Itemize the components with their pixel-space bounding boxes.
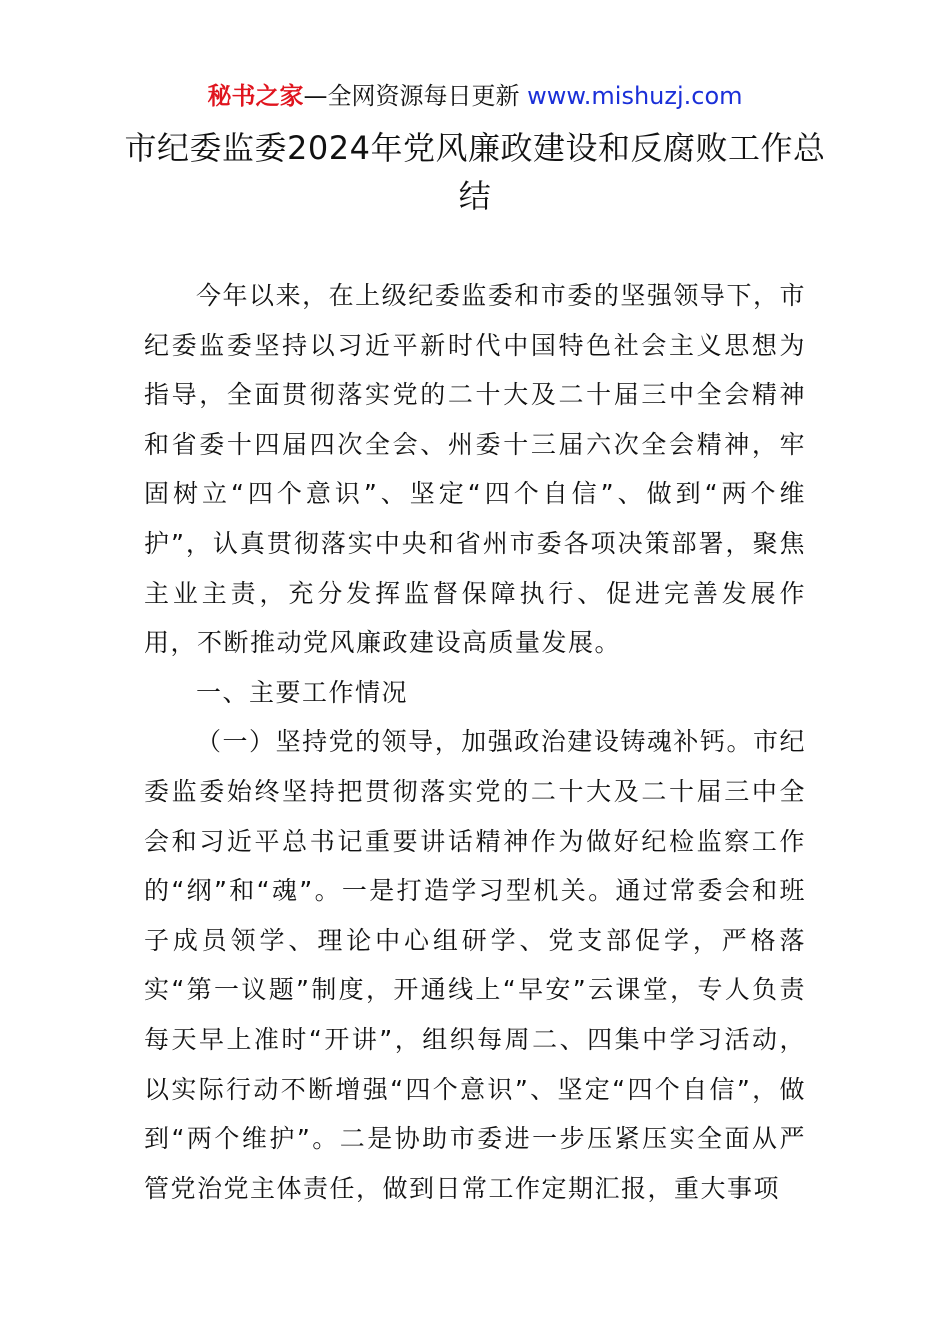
site-name: 秘书之家 [207, 82, 304, 110]
site-url-link[interactable]: www.mishuzj.com [527, 82, 743, 110]
document-title: 市纪委监委2024年党风廉政建设和反腐败工作总结 [124, 129, 826, 215]
intro-paragraph: 今年以来，在上级纪委监委和市委的坚强领导下，市纪委监委坚持以习近平新时代中国特色社会主义思想为指导，全面贯彻落实党的二十大及二十届三中全会精神和省委十四届四次全会、州委十三届六次全会精神，牢固树立“四个意识”、坚定“四个自信”、做到“两个维护”，认真贯彻落实中央和省州市委各项决策部署，聚焦主业主责，充分发挥监督保障执行、促进完善发展作用，不断推动党风廉政建设高质量发展。 [144, 281, 806, 658]
section-heading: 一、主要工作情况 [196, 677, 409, 707]
site-tagline: —全网资源每日更新 [303, 82, 528, 110]
body-paragraph: （一）坚持党的领导，加强政治建设铸魂补钙。市纪委监委始终坚持把贯彻落实党的二十大及二十届三中全会和习近平总书记重要讲话精神作为做好纪检监察工作的“纲”和“魂”。一是打造学习型机关。通过常委会和班子成员领学、理论中心组研学、党支部促学，严格落实“第一议题”制度，开通线上“早安”云课堂，专人负责每天早上准时“开讲”，组织每周二、四集中学习活动，以实际行动不断增强“四个意识”、坚定“四个自信”，做到“两个维护”。二是协助市委进一步压紧压实全面从严管党治党主体责任，做到日常工作定期汇报，重大事项 [144, 727, 806, 1203]
site-header [0, 80, 950, 112]
document-body [144, 271, 806, 1213]
